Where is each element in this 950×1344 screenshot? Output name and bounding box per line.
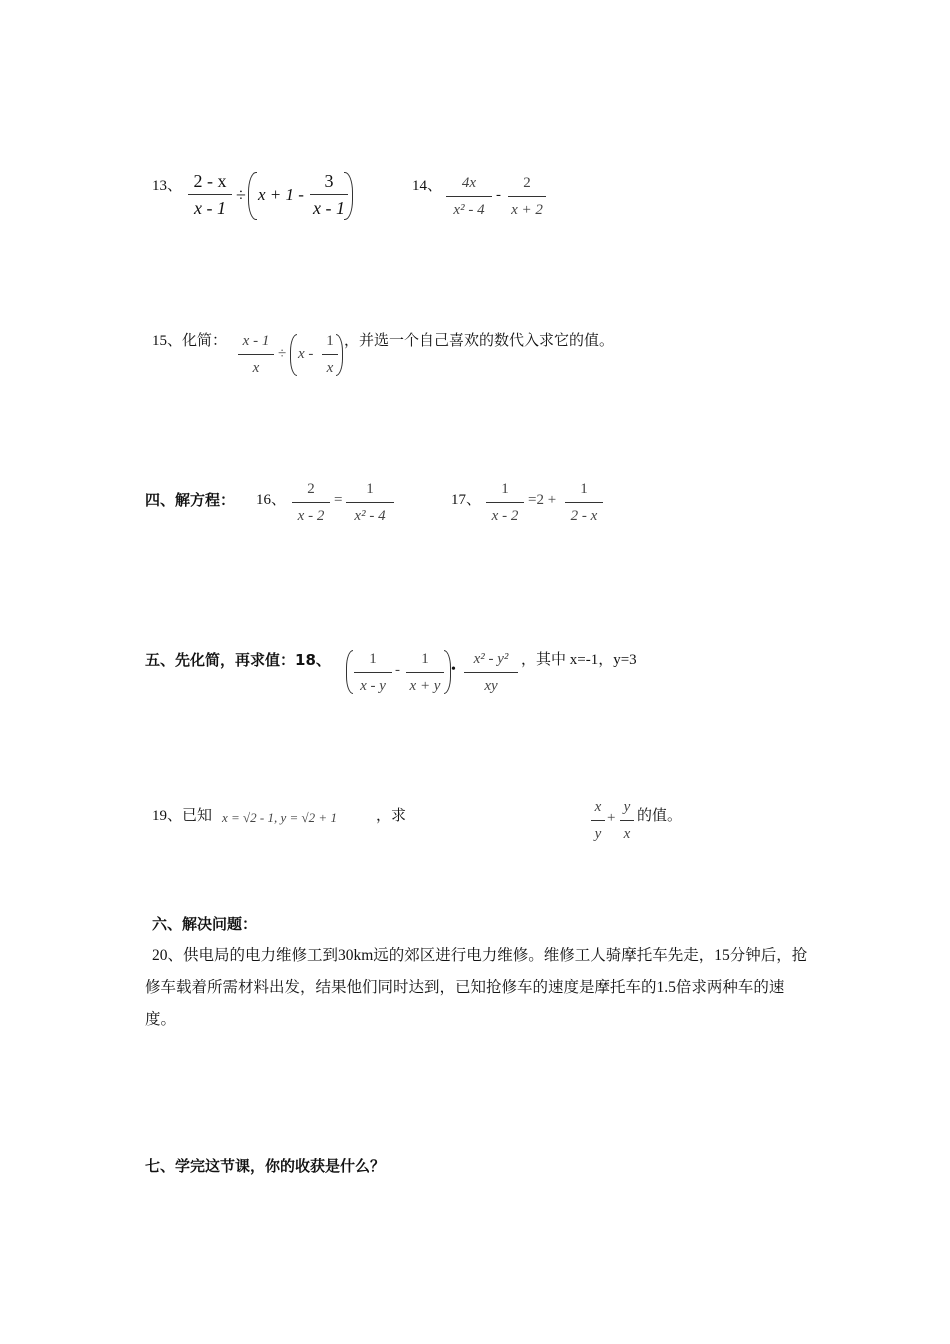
q16-fraction-2: 1 x² - 4 [346, 478, 394, 527]
q13-left-paren [248, 172, 257, 220]
q20-problem-text: 20、供电局的电力维修工到30km远的郊区进行电力维修。维修工人骑摩托车先走，15分钟后，抢修车载着所需材料出发，结果他们同时达到，已知抢修车的速度是摩托车的1.5倍求两种车的速度。 [145, 947, 808, 1028]
q13-label: 13、 [152, 178, 183, 194]
q15-label: 15、化简： [152, 333, 228, 349]
q17-label: 17、 [451, 492, 482, 508]
q19-fraction-1: x y [591, 796, 605, 845]
section-4-title: 四、解方程： [145, 491, 236, 509]
q15-term: x - [298, 346, 314, 362]
q15-left-paren [290, 334, 297, 376]
q14-minus: - [496, 187, 501, 203]
q18-fraction-3: x² - y² xy [464, 648, 518, 697]
q18-fraction-1: 1 x - y [354, 648, 392, 697]
q15-fraction-1: x - 1 x [238, 330, 274, 379]
q16-equals: = [334, 492, 343, 508]
q13-right-paren [344, 172, 353, 220]
q17-fraction-2: 1 2 - x [565, 478, 603, 527]
q15-fraction-2: 1 x [322, 330, 338, 379]
q14-fraction-2: 2 x + 2 [508, 172, 546, 221]
q18-dot: • [451, 662, 456, 677]
q15-instruction: ，并选一个自己喜欢的数代入求它的值。 [344, 333, 615, 349]
q19-plus: + [607, 810, 616, 826]
q19-fraction-2: y x [620, 796, 634, 845]
q13-divide-sign: ÷ [236, 185, 246, 205]
q17-fraction-1: 1 x - 2 [486, 478, 524, 527]
q14-label: 14、 [412, 178, 443, 194]
q18-fraction-2: 1 x + y [406, 648, 444, 697]
q18-condition: ，其中 x=-1，y=3 [521, 652, 637, 668]
q16-label: 16、 [256, 492, 287, 508]
q19-label: 19、已知 [152, 808, 213, 824]
q19-ask: ，求 [376, 808, 407, 824]
section-7-title: 七、学完这节课，你的收获是什么？ [145, 1157, 386, 1175]
q19-suffix: 的值。 [637, 808, 683, 824]
q13-term: x + 1 - [258, 185, 304, 204]
q13-fraction-1: 2 - x x - 1 [188, 170, 232, 219]
q16-fraction-1: 2 x - 2 [292, 478, 330, 527]
q19-given-values: x = √2 - 1, y = √2 + 1 [222, 810, 337, 825]
q17-rhs: =2 + [528, 492, 557, 508]
q18-right-paren [444, 650, 451, 694]
q18-minus: - [395, 662, 400, 678]
q15-divide-sign: ÷ [278, 346, 287, 362]
q14-fraction-1: 4x x² - 4 [446, 172, 492, 221]
section-6-title: 六、解决问题： [152, 915, 258, 933]
section-5-title: 五、先化简，再求值：18、 [145, 651, 331, 669]
q13-fraction-2: 3 x - 1 [310, 170, 348, 219]
q15-right-paren [336, 334, 343, 376]
q18-left-paren [346, 650, 353, 694]
